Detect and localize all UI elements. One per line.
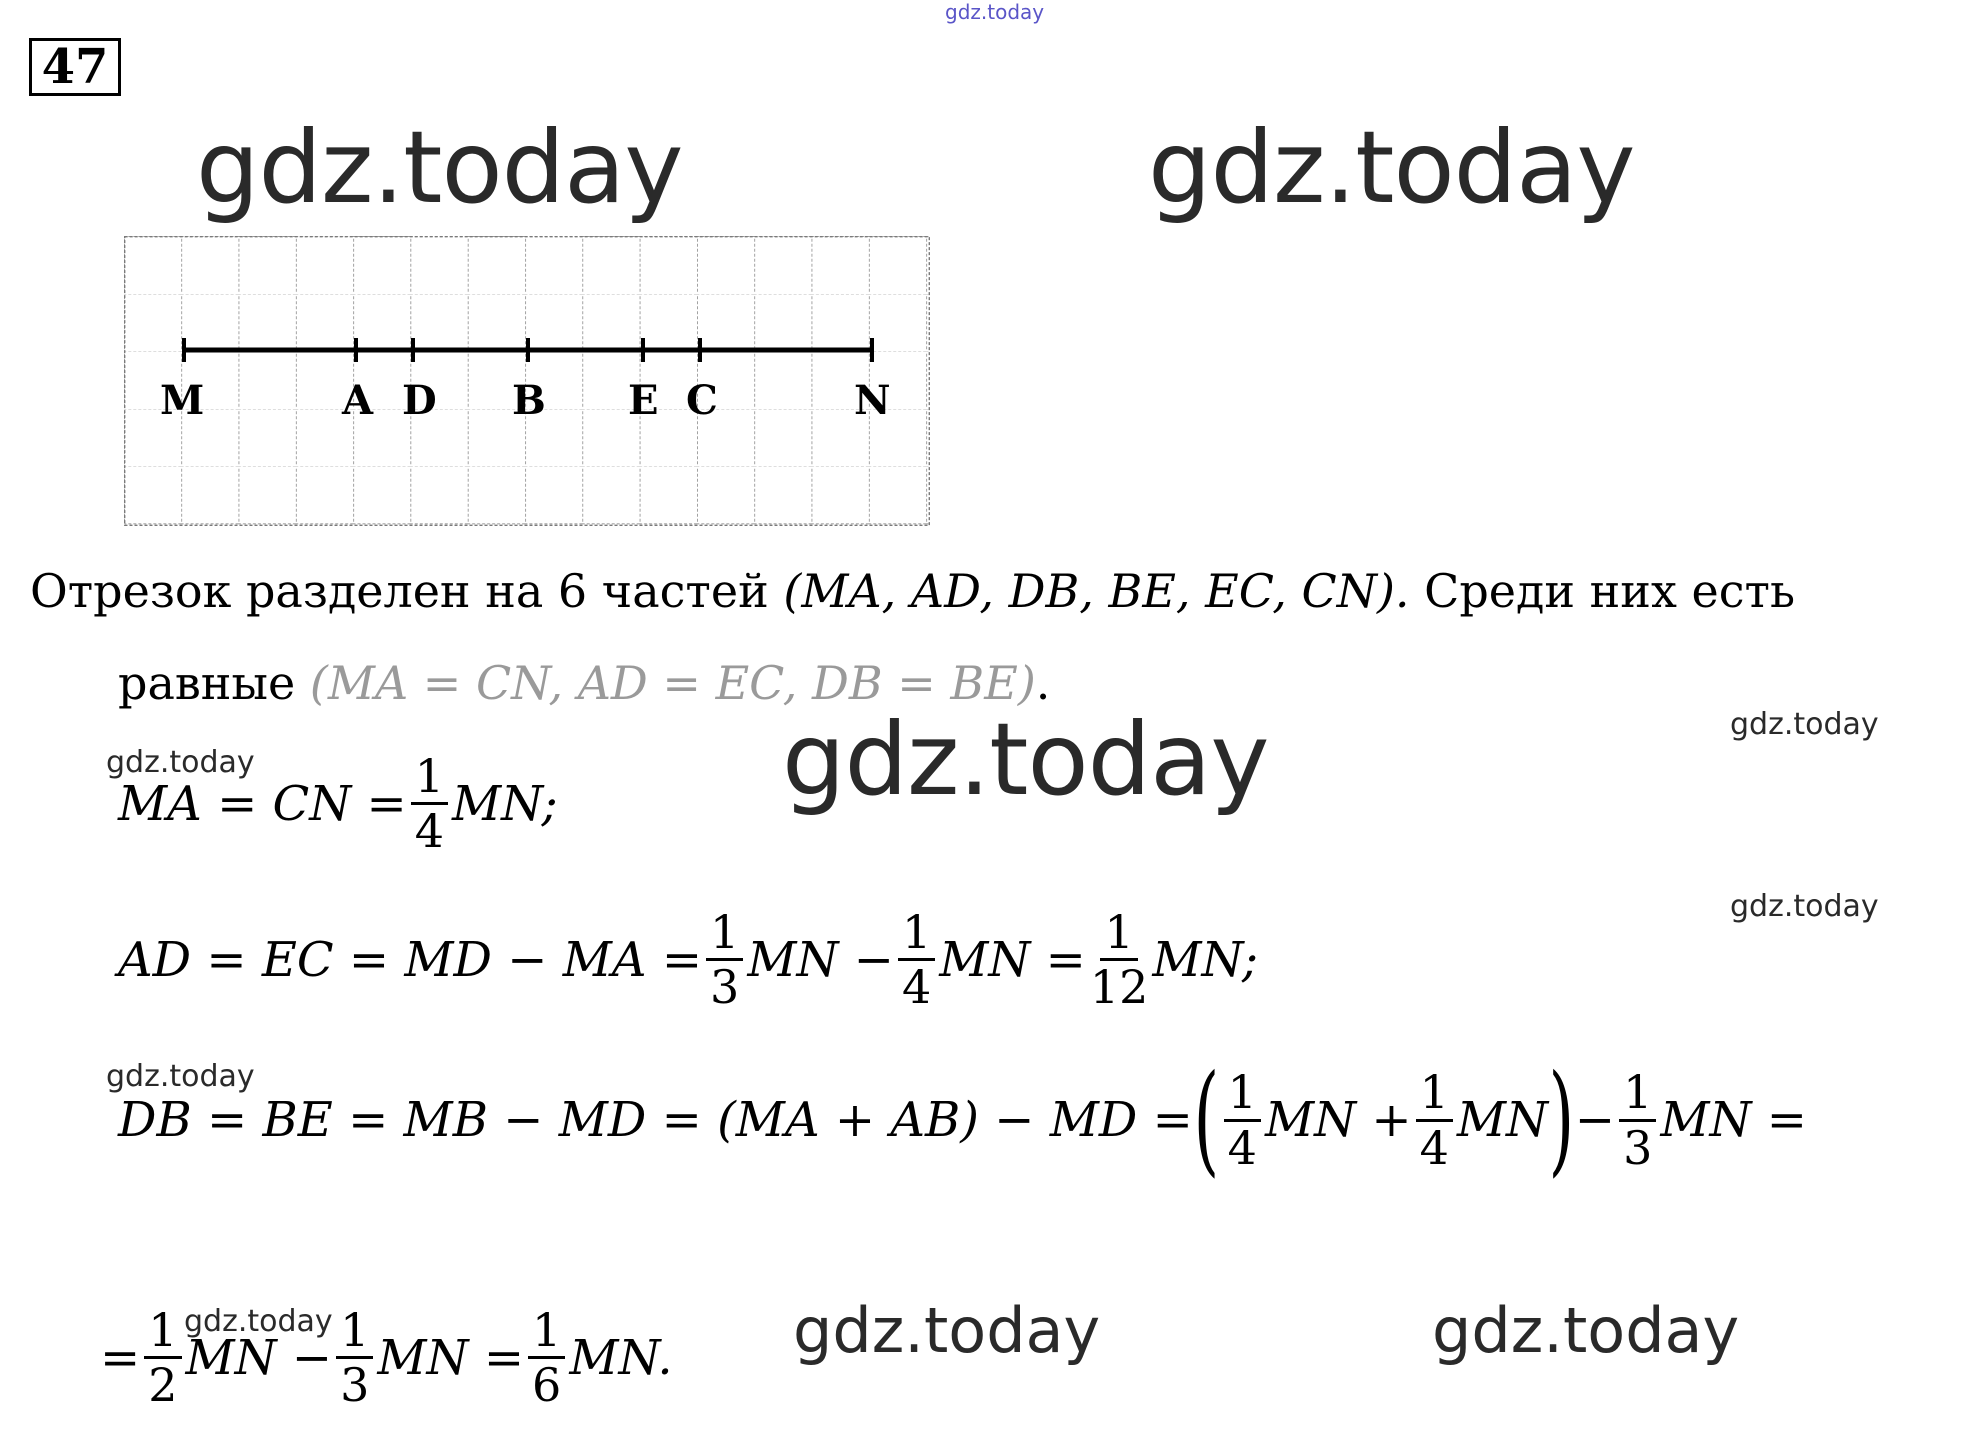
denominator: 4: [1419, 1120, 1449, 1175]
grid-svg: [124, 236, 930, 526]
point-label-c: C: [686, 377, 718, 424]
statement-text: равные: [118, 656, 310, 710]
numerator: 1: [898, 908, 935, 961]
watermark: gdz.today: [106, 1059, 255, 1094]
numerator: 1: [1100, 908, 1137, 961]
fraction: [411, 749, 448, 859]
numerator: 1: [706, 908, 743, 961]
equation-2: [118, 905, 1259, 1015]
denominator: 4: [901, 960, 932, 1015]
denominator: 4: [414, 804, 445, 859]
eq4-lhs: =: [100, 1329, 141, 1386]
equation-3: [118, 1050, 1807, 1189]
eq4-term: MN.: [569, 1329, 673, 1386]
fraction: [898, 905, 935, 1015]
fraction: [1224, 1065, 1261, 1175]
statement-text-tail: .: [1035, 656, 1051, 710]
right-paren: ): [1548, 1050, 1575, 1189]
denominator: 3: [340, 1358, 370, 1413]
watermark: gdz.today: [1730, 889, 1879, 924]
segment-figure: [124, 236, 930, 526]
equation-4: [100, 1303, 673, 1413]
point-label-m: M: [160, 377, 205, 424]
eq2-term: MN;: [1152, 931, 1259, 988]
denominator: 4: [1227, 1120, 1257, 1175]
fraction: [1416, 1065, 1453, 1175]
point-label-b: B: [512, 377, 546, 424]
numerator: 1: [411, 752, 448, 805]
statement-line-1: [30, 564, 1795, 618]
eq3-term: MN =: [1660, 1092, 1807, 1148]
numerator: 1: [144, 1306, 181, 1359]
fraction: [528, 1303, 565, 1413]
watermark-top: gdz.today: [945, 0, 1045, 24]
numerator: 1: [1224, 1068, 1261, 1121]
eq3-term: −: [1574, 1092, 1616, 1148]
watermark: gdz.today: [793, 1294, 1101, 1367]
numerator: 1: [336, 1306, 373, 1359]
denominator: 12: [1089, 960, 1149, 1015]
equation-1: [118, 749, 558, 859]
numerator: 1: [1416, 1068, 1453, 1121]
statement-text: Отрезок разделен на 6 частей: [30, 564, 784, 618]
watermark: gdz.today: [184, 1304, 333, 1339]
fraction: [706, 905, 743, 1015]
problem-number: 47: [29, 38, 121, 96]
fraction: [144, 1303, 181, 1413]
eq2-term: MN −: [747, 931, 894, 988]
eq4-term: MN −: [185, 1329, 333, 1386]
eq2-term: MN =: [939, 931, 1086, 988]
numerator: 1: [528, 1306, 565, 1359]
denominator: 3: [710, 960, 740, 1015]
watermark: gdz.today: [1432, 1294, 1740, 1367]
statement-math: (MA, AD, DB, BE, EC, CN).: [783, 564, 1410, 618]
eq3-term: MN: [1456, 1092, 1549, 1148]
statement-math: (MA = CN, AD = EC, DB = BE): [309, 656, 1036, 710]
eq1-tail: MN;: [452, 775, 558, 832]
left-paren: (: [1193, 1050, 1220, 1189]
watermark: gdz.today: [106, 745, 255, 780]
watermark: gdz.today: [196, 109, 683, 226]
eq4-term: MN =: [377, 1329, 525, 1386]
point-label-n: N: [854, 377, 891, 424]
fraction: [1619, 1065, 1656, 1175]
statement-line-2: [118, 656, 1051, 710]
denominator: 3: [1623, 1120, 1653, 1175]
watermark: gdz.today: [782, 701, 1269, 818]
eq1-lhs: MA = CN =: [118, 775, 407, 832]
point-label-e: E: [628, 377, 659, 424]
eq3-term: MN +: [1264, 1092, 1412, 1148]
denominator: 6: [532, 1358, 562, 1413]
point-label-d: D: [402, 377, 437, 424]
fraction: [1089, 905, 1149, 1015]
fraction: [336, 1303, 373, 1413]
eq2-lhs: AD = EC = MD − MA =: [118, 931, 703, 988]
denominator: 2: [148, 1358, 178, 1413]
watermark: gdz.today: [1148, 109, 1635, 226]
point-label-a: A: [342, 377, 374, 424]
watermark: gdz.today: [1730, 707, 1879, 742]
statement-text-tail: Среди них есть: [1409, 564, 1795, 618]
numerator: 1: [1619, 1068, 1656, 1121]
eq3-lhs: DB = BE = MB − MD = (MA + AB) − MD =: [118, 1092, 1193, 1148]
